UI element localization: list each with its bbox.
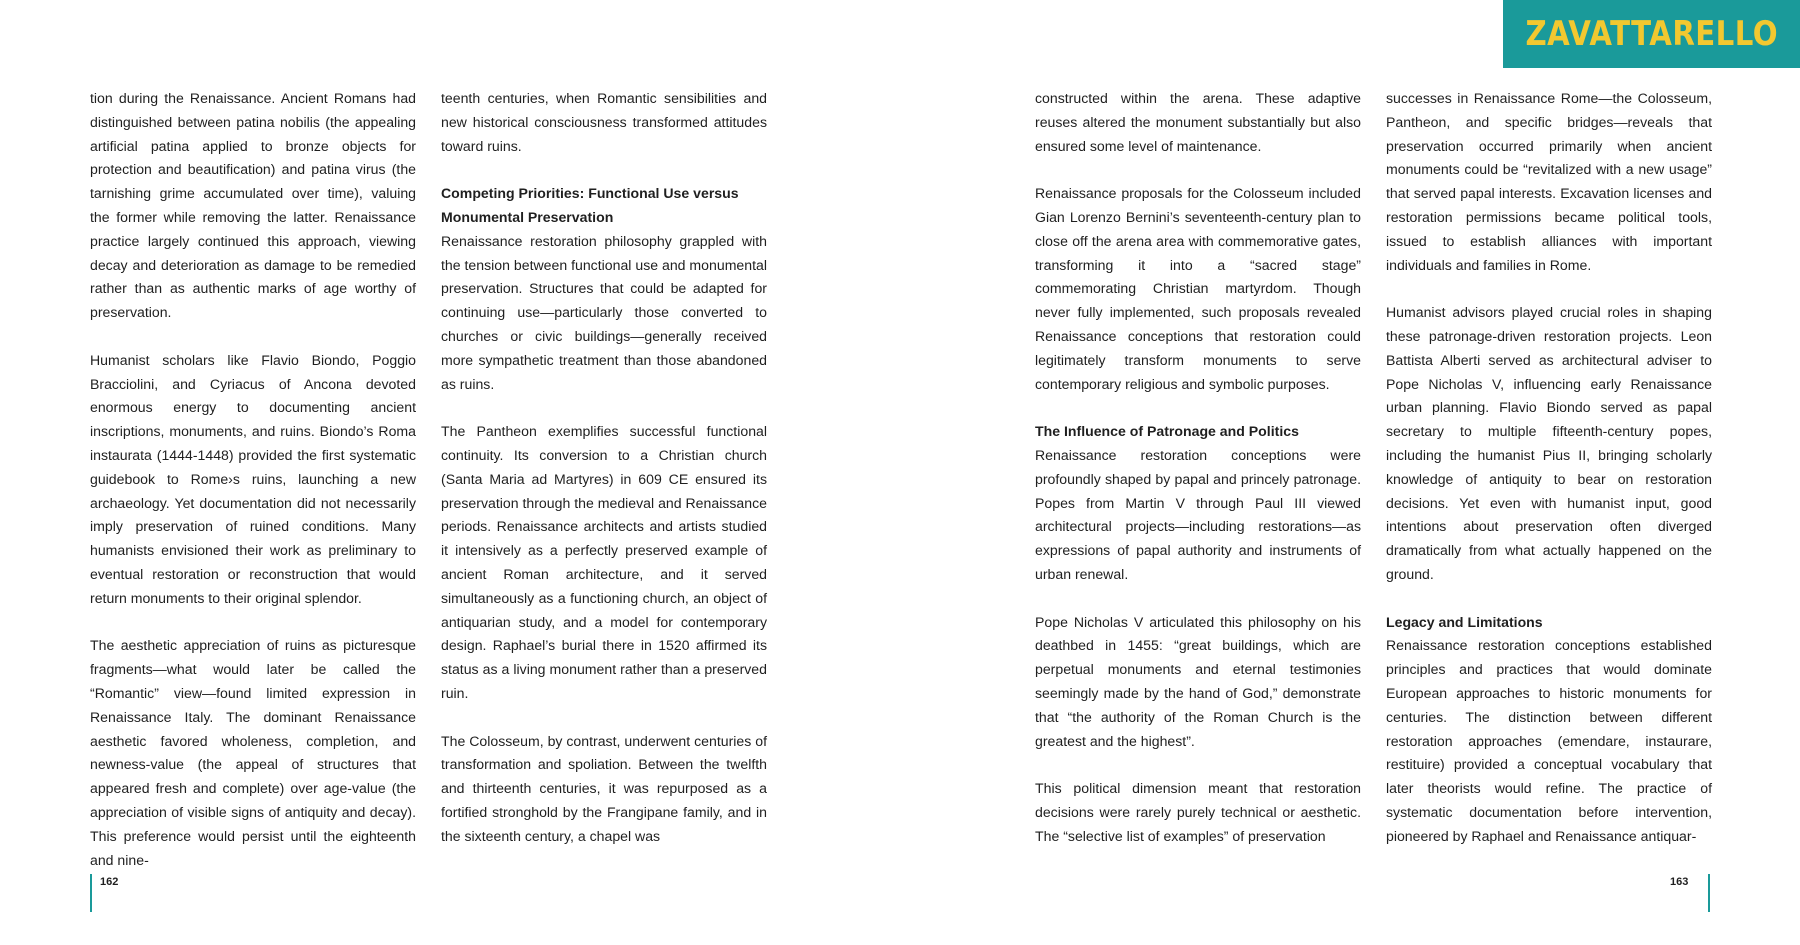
section-heading: Legacy and Limitations	[1386, 613, 1543, 630]
paragraph: Humanist scholars like Flavio Biondo, Poggio Bracciolini, and Cyriacus of Ancona devoted enormous energy to documenting ancient inscriptions, monuments, and ruins. Biondo’s Roma instaurata (1444-1448) provided the first systematic guidebook to Rome›s ruins, launching a new archaeology. Yet documentation did not necessarily imply preservation of ruined conditions. Many humanists envisioned their work as preliminary to eventual restoration or reconstruction that would return monuments to their original splendor.	[90, 351, 416, 606]
page-number: 162	[100, 876, 119, 888]
paragraph: The Pantheon exemplifies successful functional continuity. Its conversion to a Christian church (Santa Maria ad Martyres) in 609 CE ensured its preservation through the medieval and Renaissance periods. Renaissance architects and artists studied it intensively as a perfectly preserved example of ancient Roman architecture, and it served simultaneously as a functioning church, an object of antiquarian study, and a model for contemporary design. Raphael’s burial there in 1520 affirmed its status as a living monument rather than a preserved ruin.	[441, 423, 767, 701]
right-page-column-2	[1386, 87, 1712, 849]
paragraph: Pope Nicholas V articulated this philosophy on his deathbed in 1455: “great buildings, which are perpetual monuments and eternal testimonies seemingly made by the hand of God,” demonstrate that “the authority of the Roman Church is the greatest and the highest”.	[1035, 613, 1361, 749]
brand-title: ZAVATTARELLO	[1525, 14, 1778, 54]
footer-rule	[90, 874, 92, 912]
paragraph: teenth centuries, when Romantic sensibilities and new historical consciousness transformed attitudes toward ruins.	[441, 90, 767, 154]
left-page-footer	[90, 874, 130, 912]
paragraph: Renaissance proposals for the Colosseum included Gian Lorenzo Bernini’s seventeenth-century plan to close off the arena area with commemorative gates, transforming it into a “sacred stage” commemorating Christian martyrdom. Though never fully implemented, such proposals revealed Renaissance conceptions that restoration could legitimately transform monuments to serve contemporary religious and symbolic purposes.	[1035, 185, 1361, 392]
paragraph: Renaissance restoration conceptions were profoundly shaped by papal and princely patronage. Popes from Martin V through Paul III viewed architectural projects—including restorations—as expressions of papal authority and instruments of urban renewal.	[1035, 446, 1361, 582]
paragraph: The Colosseum, by contrast, underwent centuries of transformation and spoliation. Between the twelfth and thirteenth centuries, it was repurposed as a fortified stronghold by the Frangipane family, and in the sixteenth century, a chapel was	[441, 732, 767, 844]
brand-header-block	[1503, 0, 1800, 68]
section-heading: The Influence of Patronage and Politics	[1035, 423, 1299, 440]
left-page-column-1	[90, 87, 416, 872]
right-page-footer	[1670, 874, 1710, 912]
paragraph: Humanist advisors played crucial roles in shaping these patronage-driven restoration projects. Leon Battista Alberti served as architectural adviser to Pope Nicholas V, influencing early Renaissance urban planning. Flavio Biondo served as papal secretary to multiple fifteenth-century popes, including the humanist Pius II, bringing scholarly knowledge of antiquity to bear on restoration decisions. Yet even with humanist input, good intentions about preservation often diverged dramatically from what actually happened on the ground.	[1386, 304, 1712, 582]
paragraph: tion during the Renaissance. Ancient Romans had distinguished between patina nobilis (the appealing artificial patina applied to bronze objects for protection and beautification) and patina virus (the tarnishing grime accumulated over time), valuing the former while removing the latter. Renaissance practice largely continued this approach, viewing decay and deterioration as damage to be remedied rather than as authentic marks of age worthy of preservation.	[90, 90, 416, 321]
left-page-column-2	[441, 87, 767, 849]
paragraph: Renaissance restoration philosophy grappled with the tension between functional use and monumental preservation. Structures that could be adapted for continuing use—particularly those converted to churches or civic buildings—generally received more sympathetic treatment than those abandoned as ruins.	[441, 232, 767, 392]
paragraph: successes in Renaissance Rome—the Colosseum, Pantheon, and specific bridges—reveals that preservation occurred primarily when ancient monuments could be “revitalized with a new usage” that served papal interests. Excavation licenses and restoration permissions became political tools, issued to establish alliances with important individuals and families in Rome.	[1386, 90, 1712, 273]
paragraph: The aesthetic appreciation of ruins as picturesque fragments—what would later be called the “Romantic” view—found limited expression in Renaissance Italy. The dominant Renaissance aesthetic favored wholeness, completion, and newness-value (the appeal of structures that appeared fresh and complete) over age-value (the appreciation of visible signs of antiquity and decay). This preference would persist until the eighteenth and nine-	[90, 637, 416, 868]
page-number: 163	[1670, 876, 1689, 888]
right-page-column-1	[1035, 87, 1361, 849]
paragraph: Renaissance restoration conceptions established principles and practices that would dominate European approaches to historic monuments for centuries. The distinction between different restoration approaches (emendare, instaurare, restituire) provided a conceptual vocabulary that later theorists would refine. The practice of systematic documentation before intervention, pioneered by Raphael and Renaissance antiquar-	[1386, 637, 1712, 844]
footer-rule	[1708, 874, 1710, 912]
section-heading: Competing Priorities: Functional Use versus Monumental Preservation	[441, 185, 739, 225]
paragraph: constructed within the arena. These adaptive reuses altered the monument substantially but also ensured some level of maintenance.	[1035, 90, 1361, 154]
paragraph: This political dimension meant that restoration decisions were rarely purely technical or aesthetic. The “selective list of examples” of preservation	[1035, 780, 1361, 844]
